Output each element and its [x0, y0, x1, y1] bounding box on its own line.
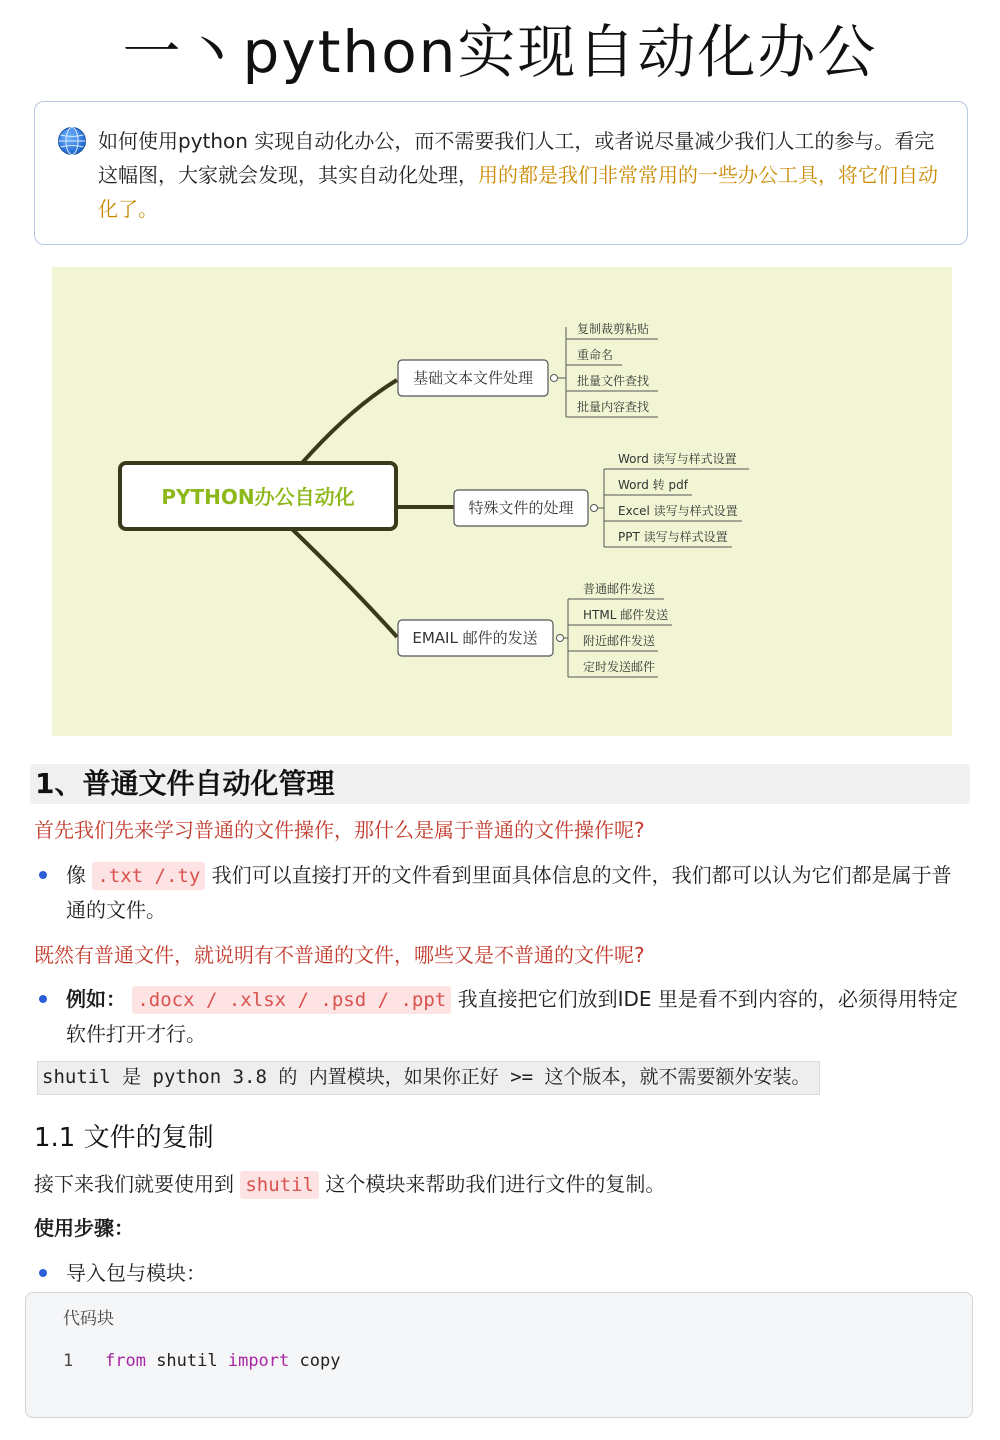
- leaf-label: PPT 读写与样式设置: [618, 530, 728, 544]
- root-label: PYTHON办公自动化: [161, 485, 355, 509]
- leaf-label: Excel 读写与样式设置: [618, 504, 738, 518]
- page-title: 一丶python实现自动化办公: [122, 18, 878, 86]
- branch-label: EMAIL 邮件的发送: [412, 629, 538, 647]
- leaf-label: Word 转 pdf: [618, 478, 688, 492]
- leaf-label: Word 读写与样式设置: [618, 452, 737, 466]
- leaf-label: HTML 邮件发送: [583, 608, 669, 622]
- list-item: 例如： .docx / .xlsx / .psd / .ppt 我直接把它们放到IDE 里是看不到内容的，必须得用特定软件打开才行。: [34, 982, 966, 1051]
- leaf-label: 普通邮件发送: [583, 582, 656, 596]
- callout-highlight: 用的都是我们非常常用的一些办公工具，将它们自动化了。: [98, 163, 938, 221]
- globe-icon: [57, 126, 87, 156]
- list-item: 像 .txt /.ty 我们可以直接打开的文件看到里面具体信息的文件，我们都可以认为它们都是属于普通的文件。: [34, 858, 966, 927]
- inline-code: shutil: [240, 1171, 319, 1199]
- code-block[interactable]: [25, 1292, 973, 1418]
- code-line: from shutil import copy: [105, 1351, 341, 1371]
- mindmap-diagram: [52, 267, 952, 736]
- intro-paragraph: 接下来我们就要使用到 shutil 这个模块来帮助我们进行文件的复制。: [34, 1167, 665, 1202]
- steps-label: 使用步骤：: [34, 1216, 134, 1240]
- leaf-label: 附近邮件发送: [583, 634, 656, 648]
- shutil-note: shutil 是 python 3.8 的 内置模块，如果你正好 >= 这个版本，就不需要额外安装。: [37, 1061, 820, 1095]
- subsection-heading: 1.1 文件的复制: [34, 1123, 214, 1153]
- callout-text: 如何使用python 实现自动化办公，而不需要我们人工，或者说尽量减少我们人工的参与。看完这幅图，大家就会发现，其实自动化处理，用的都是我们非常常用的一些办公工具，将它们自动化了。: [98, 129, 938, 221]
- leaf-label: 批量内容查找: [577, 400, 650, 414]
- question-text: 首先我们先来学习普通的文件操作，那什么是属于普通的文件操作呢?: [34, 818, 645, 842]
- leaf-label: 复制裁剪粘贴: [577, 322, 650, 336]
- leaf-label: 定时发送邮件: [583, 660, 656, 674]
- branch-label: 特殊文件的处理: [468, 499, 574, 517]
- bullet-icon: [39, 995, 47, 1003]
- leaf-label: 批量文件查找: [577, 374, 650, 388]
- list-item: 导入包与模块：: [34, 1256, 966, 1290]
- question-text: 既然有普通文件，就说明有不普通的文件，哪些又是不普通的文件呢?: [34, 943, 645, 967]
- leaf-label: 重命名: [577, 348, 614, 362]
- bullet-icon: [39, 871, 47, 879]
- branch-label: 基础文本文件处理: [412, 369, 534, 387]
- inline-code: .docx / .xlsx / .psd / .ppt: [132, 986, 451, 1014]
- inline-code: .txt /.ty: [92, 862, 205, 890]
- code-block-label: 代码块: [63, 1309, 114, 1329]
- section-heading: 1、普通文件自动化管理: [30, 764, 970, 804]
- bullet-icon: [39, 1269, 47, 1277]
- info-callout: [34, 101, 968, 245]
- line-number: 1: [63, 1351, 74, 1371]
